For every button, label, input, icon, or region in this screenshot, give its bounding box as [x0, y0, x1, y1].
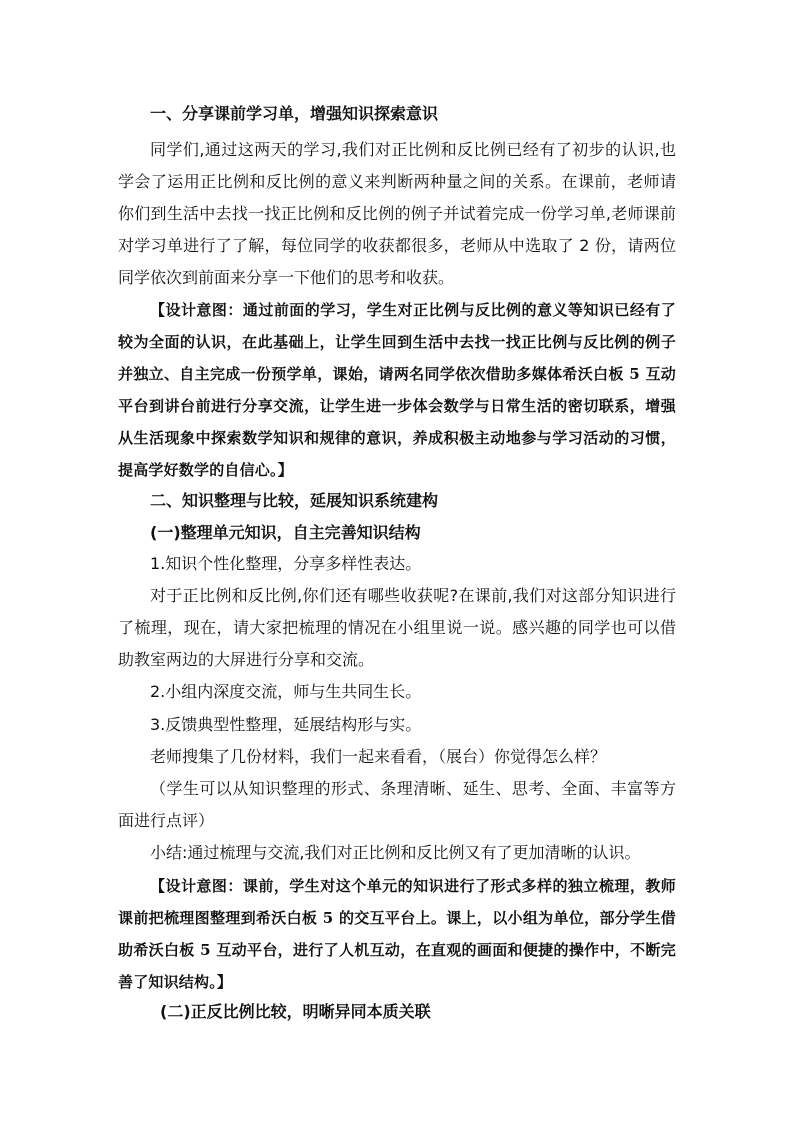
section1-paragraph: 同学们,通过这两天的学习,我们对正比例和反比例已经有了初步的认识,也学会了运用正比例和反比例的意义来判断两种量之间的关系。在课前，老师请你们到生活中去找一找正比例和反比例的例子并试着完成一份学习单,老师课前对学习单进行了了解，每位同学的收获都很多，老师从中选取了 2 份，请两位同学依次到前面来分享一下他们的思考和收获。	[118, 140, 676, 287]
section1-heading: 一、分享课前学习单，增强知识探索意识	[150, 104, 439, 123]
list-item-1: 1.知识个性化整理，分享多样性表达。	[150, 554, 422, 573]
subsection2-heading: (二)正反比例比较，明晰异同本质关联	[160, 1002, 431, 1021]
subsection1-heading: (一)整理单元知识，自主完善知识结构	[150, 523, 421, 542]
list-item-2: 2.小组内深度交流，师与生共同生长。	[150, 682, 422, 701]
section1-design-intent: 【设计意图：通过前面的学习，学生对正比例与反比例的意义等知识已经有了较为全面的认识，在此基础上，让学生回到生活中去找一找正比例与反比例的例子并独立、自主完成一份预学单，课始，请两名同学依次借助多媒体希沃白板 5 互动平台到讲台前进行分享交流，让学生进一步体会数学与日常生活的密切联系，增强从生活现象中探索数学知识和规律的意识，养成积极主动地参与学习活动的习惯，提高学好数学的自信心。】	[118, 301, 676, 479]
section2-paragraph-3: （学生可以从知识整理的形式、条理清晰、延生、思考、全面、丰富等方面进行点评）	[118, 779, 676, 830]
list-item-3: 3.反馈典型性整理，延展结构形与实。	[150, 715, 422, 734]
section2-design-intent: 【设计意图：课前，学生对这个单元的知识进行了形式多样的独立梳理，教师课前把梳理图整理到希沃白板 5 的交互平台上。课上，以小组为单位，部分学生借助希沃白板 5 互动平台，进行了人机互动，在直观的画面和便捷的操作中，不断完善了知识结构。】	[118, 877, 676, 991]
section2-heading: 二、知识整理与比较，延展知识系统建构	[150, 491, 439, 510]
section2-summary: 小结:通过梳理与交流,我们对正比例和反比例又有了更加清晰的认识。	[150, 843, 641, 862]
section2-paragraph-1: 对于正比例和反比例,你们还有哪些收获呢?在课前,我们对这部分知识进行了梳理，现在，请大家把梳理的情况在小组里说一说。感兴趣的同学也可以借助教室两边的大屏进行分享和交流。	[118, 586, 676, 669]
section2-paragraph-2: 老师搜集了几份材料，我们一起来看看，（展台）你觉得怎么样？	[150, 747, 607, 766]
